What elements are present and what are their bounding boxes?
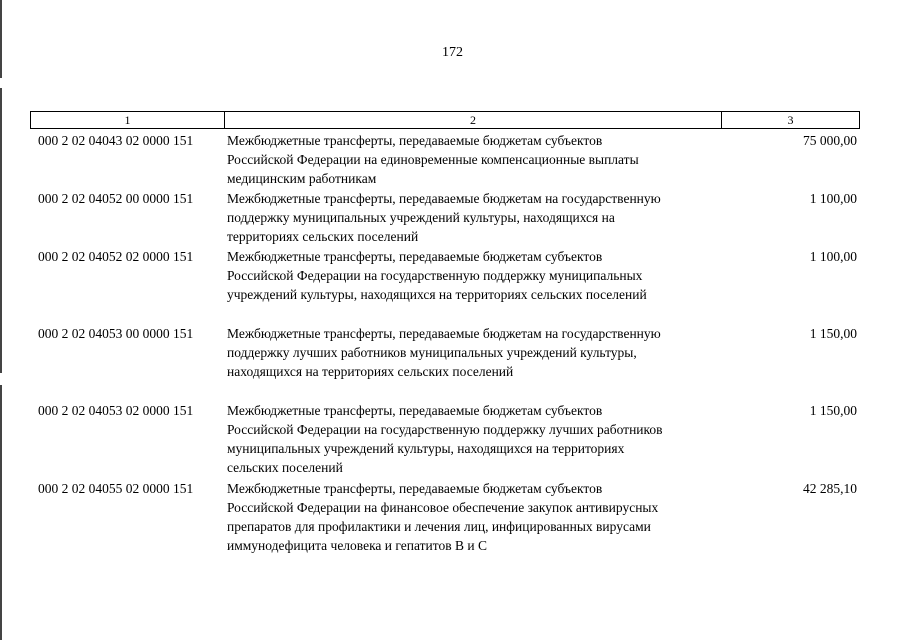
description-line: медицинским работникам [227, 171, 377, 186]
description [227, 479, 727, 555]
amount: 1 150,00 [809, 403, 857, 418]
amount: 75 000,00 [803, 133, 857, 148]
description-line: сельских поселений [227, 460, 343, 475]
budget-code: 000 2 02 04052 02 0000 151 [38, 249, 194, 264]
amount: 42 285,10 [803, 481, 857, 496]
description-line: поддержку муниципальных учреждений культуры, находящихся на [227, 210, 615, 225]
description [227, 247, 727, 304]
description [227, 131, 727, 188]
amount: 1 100,00 [809, 191, 857, 206]
amount: 1 150,00 [809, 326, 857, 341]
description-line: Российской Федерации на финансовое обеспечение закупок антивирусных [227, 500, 659, 515]
description-line: Межбюджетные трансферты, передаваемые бюджетам субъектов [227, 133, 603, 148]
budget-code: 000 2 02 04055 02 0000 151 [38, 481, 194, 496]
description-line: Российской Федерации на государственную поддержку лучших работников [227, 422, 663, 437]
description-line: учреждений культуры, находящихся на территориях сельских поселений [227, 287, 647, 302]
page-number: 172 [442, 45, 463, 60]
table-header [30, 111, 860, 129]
description-line: Межбюджетные трансферты, передаваемые бюджетам на государственную [227, 326, 661, 341]
description-line: поддержку лучших работников муниципальных учреждений культуры, [227, 345, 637, 360]
description-line: находящихся на территориях сельских поселений [227, 364, 514, 379]
description-line: территориях сельских поселений [227, 229, 419, 244]
description-line: иммунодефицита человека и гепатитов В и С [227, 538, 487, 553]
description [227, 324, 727, 381]
description [227, 401, 727, 477]
description-line: Межбюджетные трансферты, передаваемые бюджетам субъектов [227, 249, 603, 264]
budget-code: 000 2 02 04053 02 0000 151 [38, 403, 194, 418]
scan-edge-bottom [0, 385, 2, 640]
description-line: Российской Федерации на государственную поддержку муниципальных [227, 268, 643, 283]
budget-code: 000 2 02 04053 00 0000 151 [38, 326, 194, 341]
scan-edge-top [0, 0, 2, 78]
column-header-2: 2 [225, 112, 722, 128]
description-line: Межбюджетные трансферты, передаваемые бюджетам субъектов [227, 403, 603, 418]
column-header-3: 3 [787, 113, 794, 127]
description-line: Межбюджетные трансферты, передаваемые бюджетам субъектов [227, 481, 603, 496]
description-line: препаратов для профилактики и лечения лиц, инфицированных вирусами [227, 519, 651, 534]
description-line: муниципальных учреждений культуры, находящихся на территориях [227, 441, 625, 456]
budget-code: 000 2 02 04043 02 0000 151 [38, 133, 194, 148]
description-line: Российской Федерации на единовременные компенсационные выплаты [227, 152, 639, 167]
budget-code: 000 2 02 04052 00 0000 151 [38, 191, 194, 206]
scan-edge-middle [0, 88, 2, 373]
column-header-1: 1 [31, 112, 225, 128]
description-line: Межбюджетные трансферты, передаваемые бюджетам на государственную [227, 191, 661, 206]
description [227, 189, 727, 246]
amount: 1 100,00 [809, 249, 857, 264]
